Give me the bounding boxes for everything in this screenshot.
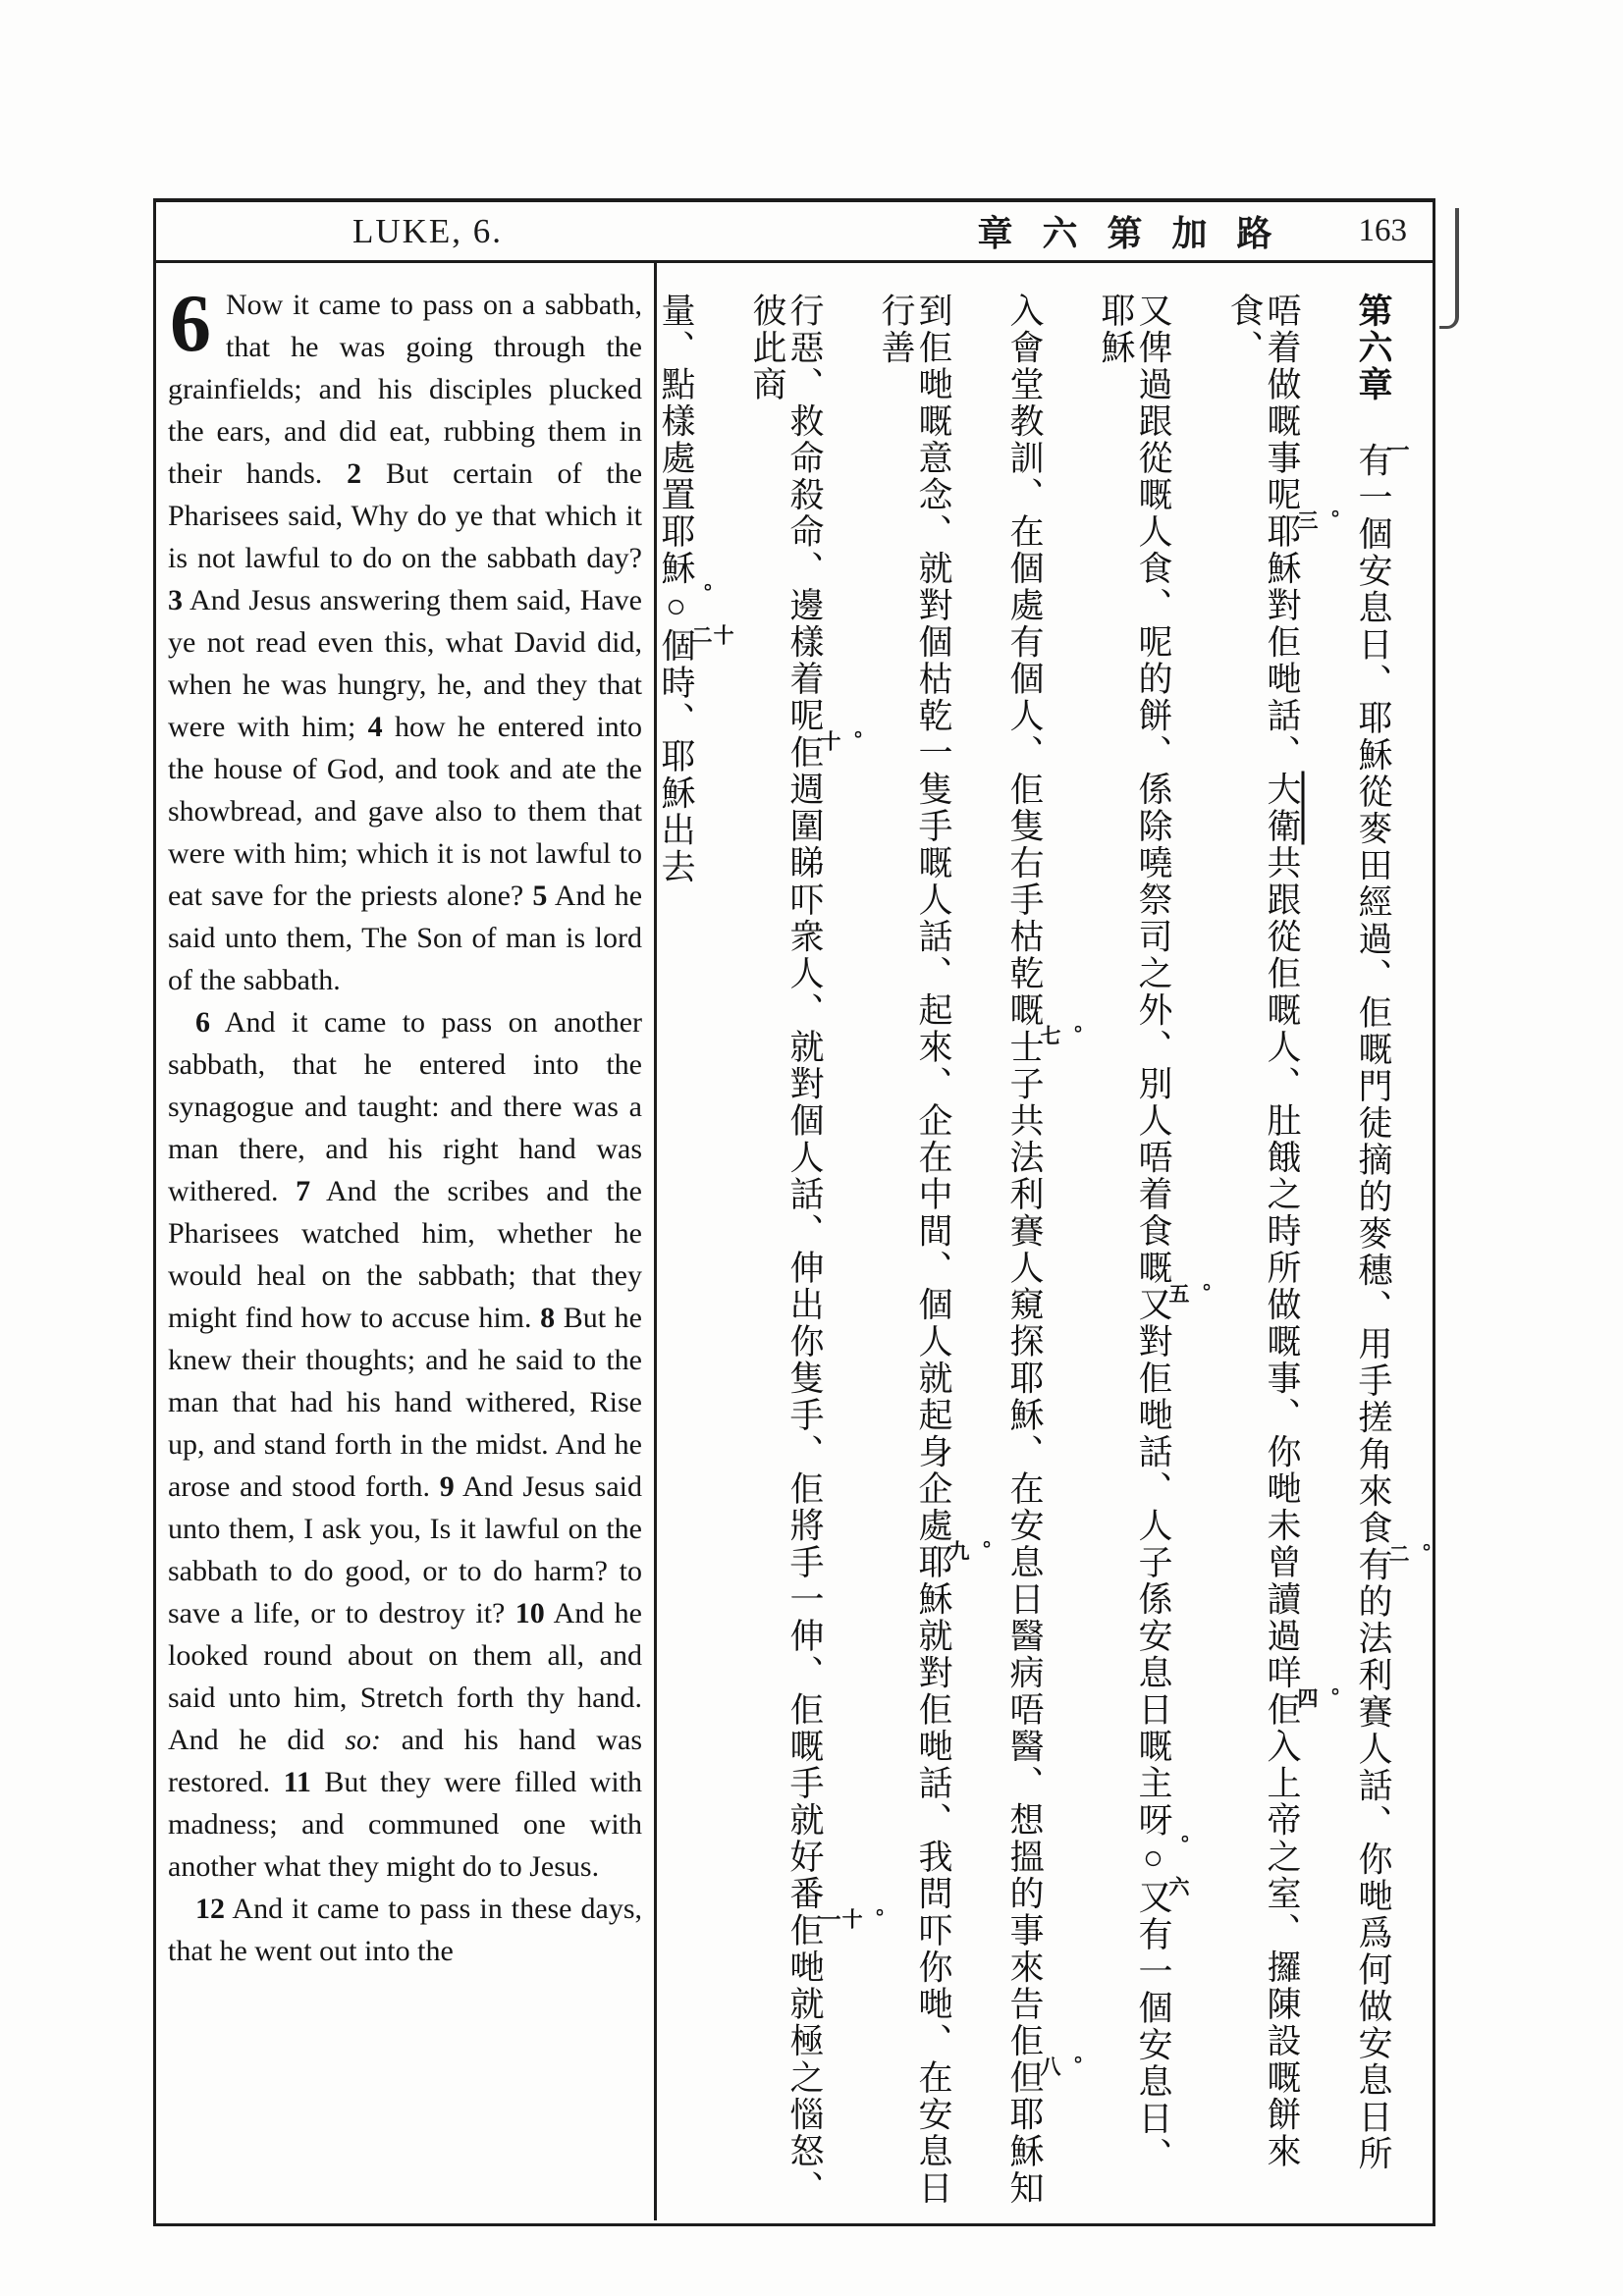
english-paragraph-verse-12 (168, 1888, 642, 1972)
proper-name-mark: 大衛 (1263, 771, 1301, 845)
page-frame (153, 198, 1435, 2226)
chapter-drop-cap: 6 (170, 278, 211, 369)
chinese-text-area (657, 263, 1433, 2220)
header-title-chinese: 章六第加路 (977, 214, 1302, 253)
english-paragraph-text: 12 And it came to pass in these days, that he went out into the (168, 1893, 642, 1967)
chinese-column-2: 唔着做嘅事呢 。三 耶穌對佢哋話、大衛共跟從佢嘅人、肚餓之時所做嘅事、你哋未曾讀過咩 。四 佢入上帝之室、攞陳設嘅餅來食、 (1225, 293, 1341, 2170)
english-paragraph-text: 6 And it came to pass on another sabbath, that he entered into the synagogue and taught: and there was a man there, and his right hand was withered. 7 And the scribes and the Pharisees watched him, whether he would heal on the sabbath; that they might find how to accuse him. 8 But he knew their thoughts; and he said to the man that had his hand withered, Rise up, and stand forth in the midst. And he arose and stood forth. 9 And Jesus said unto them, I ask you, Is it lawful on the sabbath to do good, or to do harm? to save a life, or to destroy it? 10 And he looked round about on them all, and said unto him, Stretch forth thy hand. And he did so: and his hand was restored. 11 But they were filled with madness; and communed one with another what they might do to Jesus. (168, 1006, 642, 1883)
english-paragraph-verses-1-5 (168, 278, 643, 1001)
chinese-column-3: 又俾過跟從嘅人食、呢的餅、係除嘵祭司之外、別人唔着食嘅 。五 又對佢哋話、人子係安息日嘅主呀 。 ○ 六 又有一個安息日、耶穌 (1097, 293, 1213, 2174)
chinese-column-5: 到佢哋嘅意念、就對個枯乾一隻手嘅人話、起來、企在中間、個人就起身企處 。九 耶穌就對佢哋話、我問吓你哋、在安息日行善 (877, 293, 993, 2207)
chinese-column-4: 入會堂教訓、在個處有個人、佢隻右手枯乾嘅 。七 士子共法利賽人窺探耶穌、在安息日醫病唔醫、想搵的事來告佢 。八 但耶穌知 (1005, 293, 1084, 2207)
english-paragraph-verses-6-11 (168, 1001, 642, 1888)
english-text-column (156, 263, 657, 2220)
english-paragraph-text: Now it came to pass on a sabbath, that he was going through the grainfields; and his disciples plucked the ears, and did eat, rubbing them in their hands. 2 But certain of the Pharisees said, Why do ye that which it is not lawful to do on the sabbath day? 3 And Jesus answering them said, Have ye not read even this, what David did, when he was hungry, he, and they that were with him; 4 how he entered into the house of God, and took and ate the showbread, and gave also to them that were with him; which it is not lawful to eat save for the priests alone? 5 And he said unto them, The Son of man is lord of the sabbath. (168, 289, 643, 996)
header-title-english: LUKE, 6. (352, 211, 504, 250)
page-number: 163 (1358, 213, 1407, 248)
chinese-column-6: 行惡、救命殺命、邊樣着呢 。十 佢週圍睇吓衆人、就對個人話、伸出你隻手、佢將手一伸、佢嘅手就好番 。十一 佢哋就極之惱怒、彼此商 (748, 293, 886, 2207)
page-content (156, 263, 1433, 2220)
scan-artifact-bracket (1439, 208, 1459, 329)
page-header (156, 202, 1433, 263)
chinese-column-7: 量、點樣處置耶穌 。 ○ 十二 個時、耶穌出去 (657, 293, 735, 885)
chinese-column-1: 第六章 一 有一個安息日、耶穌從麥田經過、佢嘅門徒摘的麥穗、用手搓角來食 。二 有的法利賽人話、你哋爲何做安息日所 (1354, 293, 1433, 2172)
